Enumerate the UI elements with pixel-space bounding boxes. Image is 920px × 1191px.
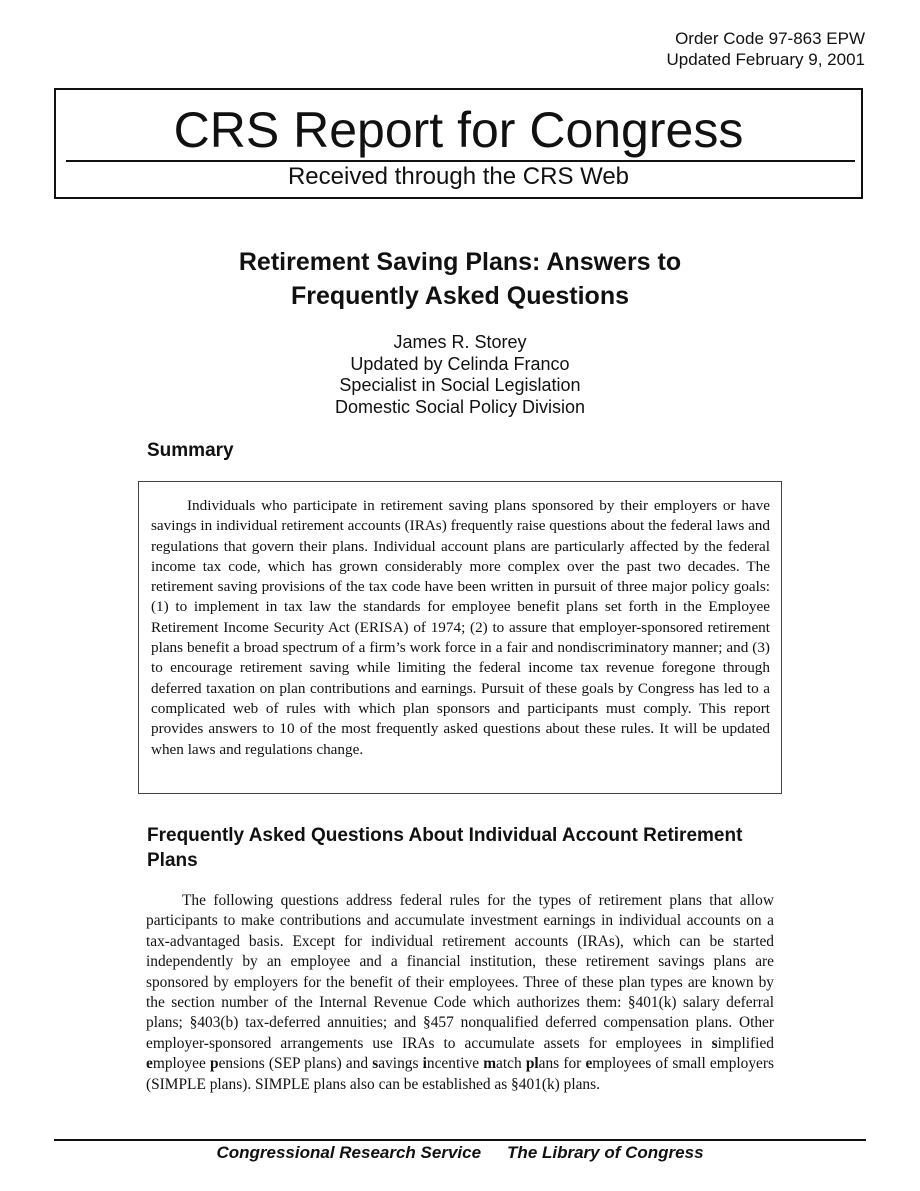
footer-loc: The Library of Congress <box>507 1143 704 1162</box>
masthead <box>54 88 863 199</box>
updated-by: Updated by Celinda Franco <box>350 353 570 374</box>
author-role: Specialist in Social Legislation <box>339 375 581 395</box>
masthead-subtitle: Received through the CRS Web <box>287 163 630 190</box>
paragraph-text: mployees of small employers (SIMPLE plans). <box>146 1055 775 1093</box>
footer <box>54 1142 866 1164</box>
paragraph-text: mployee <box>152 1055 210 1073</box>
paragraph-text: ensions (SEP plans) and <box>218 1055 373 1073</box>
report-title-line-2: Frequently Asked Questions <box>290 282 630 310</box>
faq-intro-paragraph <box>146 891 774 1095</box>
summary-text: Individuals who participate in retirement saving plans sponsored by their employers or have savings in individual retirement accounts (IRAs) frequently raise questions about the federal laws and regulations that govern their plans. Individual account plans are particularly affected by the federal income tax code, which has grown considerably more complex over the past two decades. The retirement saving provisions of the tax code have been written in pursuit of three major policy goals: (1) to implement in tax law the standards for employee benefit plans set forth in the Employee Retirement Income Security Act (ERISA) of 1974; (2) to assure that employer-sponsored retirement plans benefit a broad spectrum of a firm’s work force in a fair and nondiscriminatory manner; and (3) to encourage retirement saving while limiting the federal income tax revenue foregone through deferred taxation on plan contributions and earnings. Pursuit of these goals by Congress has led to a complicated web of rules with which plan sponsors and participants must comply. This report provides answers to 10 of the most frequently asked questions about these rules. It will be updated when laws and regulations change. <box>151 497 770 758</box>
author-name: James R. Storey <box>393 332 527 352</box>
paragraph-text: The following questions address federal rules for the types of retirement plans that allow participants to make contributions and accumulate investment earnings in individual accounts on a tax-advantaged basis. Except for individual retirement accounts (IRAs), which can be started independently by an employee and a financial institution, these retirement savings plans are sponsored by employers for the benefit of their employees. Three of these plan types are known by the section number of the Internal Revenue Code which authorizes them: §401(k) salary deferral plans; §403(b) tax-deferred annuities; and §457 nonqualified deferred compensation plans. Other employer-sponsored arrangements use IRAs to accumulate assets for employees in <box>146 892 774 1052</box>
paragraph-text: ans for <box>538 1055 586 1073</box>
paragraph-text: ncentive <box>426 1055 484 1073</box>
updated-date: Updated February 9, 2001 <box>666 50 865 69</box>
acronym-letter: e <box>146 1055 153 1073</box>
acronym-letter: p <box>210 1055 219 1073</box>
acronym-letter: m <box>483 1055 497 1073</box>
order-code: Order Code 97-863 EPW <box>675 29 865 48</box>
order-code-block <box>667 28 865 70</box>
faq-heading: Frequently Asked Questions About Individual Account Retirement Plans <box>147 825 743 871</box>
acronym-letter: pl <box>525 1055 539 1073</box>
author-block <box>140 332 780 418</box>
paragraph-text: SIMPLE plans also can be established as §401(k) plans. <box>251 1075 600 1093</box>
masthead-title: CRS Report for Congress <box>173 102 744 158</box>
acronym-letter: s <box>711 1034 718 1052</box>
acronym-letter: e <box>585 1055 593 1073</box>
faq-intro <box>146 891 774 1095</box>
paragraph-text: avings <box>378 1055 423 1073</box>
footer-rule <box>54 1139 866 1141</box>
footer-crs: Congressional Research Service <box>216 1143 482 1162</box>
paragraph-text: implified <box>717 1034 774 1052</box>
paragraph-text: atch <box>496 1055 526 1073</box>
summary-box <box>138 481 782 794</box>
acronym-letter: s <box>372 1055 379 1073</box>
report-title-line-1: Retirement Saving Plans: Answers to <box>238 248 682 276</box>
report-title <box>140 245 780 313</box>
acronym-letter: i <box>422 1055 427 1073</box>
summary-heading: Summary <box>147 440 234 461</box>
author-division: Domestic Social Policy Division <box>334 396 586 417</box>
